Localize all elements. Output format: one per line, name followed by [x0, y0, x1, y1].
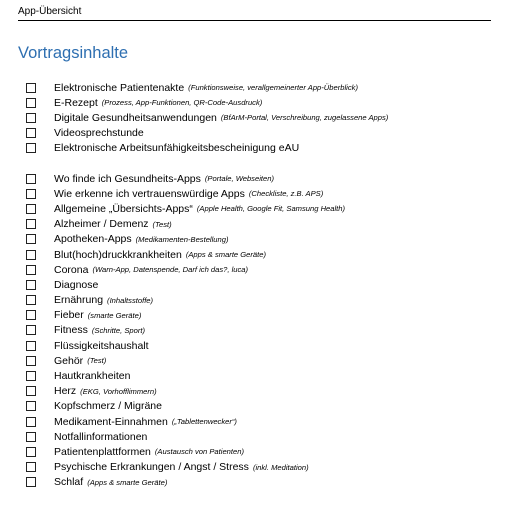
- item-note: (Prozess, App-Funktionen, QR-Code-Ausdruck): [101, 98, 263, 108]
- item-label: Flüssigkeitshaushalt: [54, 339, 149, 352]
- list-item: [26, 384, 345, 399]
- item-label: Corona: [54, 263, 89, 276]
- item-note: (Inhaltsstoffe): [107, 295, 154, 305]
- checkbox[interactable]: [26, 204, 36, 214]
- item-label: Fieber: [54, 309, 84, 322]
- item-label: Diagnose: [54, 278, 99, 291]
- checkbox[interactable]: [26, 401, 36, 411]
- item-note: (Test): [152, 219, 172, 229]
- item-note: (Apps & smarte Geräte): [185, 250, 267, 260]
- list-item: [26, 444, 345, 459]
- item-label: Medikament-Einnahmen: [54, 415, 168, 428]
- item-note: (Apps & smarte Geräte): [87, 477, 168, 487]
- checkbox[interactable]: [26, 143, 36, 153]
- item-note: (Schritte, Sport): [91, 325, 146, 335]
- list-item: [26, 414, 345, 429]
- list-item: [26, 277, 345, 292]
- item-label: Gehör: [54, 354, 84, 367]
- list-item: [26, 399, 345, 414]
- checkbox[interactable]: [26, 371, 36, 381]
- list-item: [26, 308, 345, 323]
- checkbox[interactable]: [26, 325, 36, 335]
- checkbox[interactable]: [26, 417, 36, 427]
- checkbox[interactable]: [26, 280, 36, 290]
- list-item: [26, 80, 388, 95]
- item-label: Ernährung: [54, 294, 104, 307]
- item-note: (Austausch von Patienten): [154, 447, 244, 457]
- item-note: (EKG, Vorhofflimmern): [80, 386, 157, 396]
- checkbox[interactable]: [26, 462, 36, 472]
- list-item: [26, 323, 345, 338]
- page-title: Vortragsinhalte: [18, 44, 129, 62]
- list-item: [26, 232, 345, 247]
- item-note: (Checkliste, z.B. APS): [248, 189, 324, 199]
- item-label: Elektronische Arbeitsunfähigkeitsbescheinigung eAU: [54, 142, 300, 155]
- list-item: [26, 338, 345, 353]
- list-item: [26, 460, 345, 475]
- list-item: [26, 95, 388, 110]
- item-note: (Apple Health, Google Fit, Samsung Health): [196, 204, 346, 214]
- checkbox[interactable]: [26, 98, 36, 108]
- checkbox[interactable]: [26, 295, 36, 305]
- item-label: Fitness: [54, 324, 88, 337]
- item-label: Notfallinformationen: [54, 430, 148, 443]
- list-item: [26, 475, 345, 490]
- header-title: App-Übersicht: [18, 6, 82, 17]
- list-item: [26, 247, 345, 262]
- item-note: (Warn-App, Datenspende, Darf ich das?, luca): [92, 265, 249, 275]
- item-label: Elektronische Patientenakte: [54, 81, 185, 94]
- item-label: Herz: [54, 385, 77, 398]
- item-label: Patientenplattformen: [54, 445, 151, 458]
- checkbox[interactable]: [26, 341, 36, 351]
- checkbox[interactable]: [26, 356, 36, 366]
- item-label: Wie erkenne ich vertrauenswürdige Apps: [54, 187, 245, 200]
- list-item: [26, 110, 388, 125]
- item-label: E-Rezept: [54, 96, 98, 109]
- checkbox[interactable]: [26, 250, 36, 260]
- item-label: Allgemeine „Übersichts-Apps“: [54, 202, 193, 215]
- checklist-main-topics: [26, 80, 388, 156]
- item-label: Wo finde ich Gesundheits-Apps: [54, 172, 201, 185]
- checkbox[interactable]: [26, 174, 36, 184]
- list-item: [26, 368, 345, 383]
- item-label: Alzheimer / Demenz: [54, 218, 149, 231]
- list-item: [26, 262, 345, 277]
- item-label: Apotheken-Apps: [54, 233, 132, 246]
- list-item: [26, 429, 345, 444]
- list-item: [26, 186, 345, 201]
- item-label: Kopfschmerz / Migräne: [54, 400, 162, 413]
- checkbox[interactable]: [26, 113, 36, 123]
- checkbox[interactable]: [26, 310, 36, 320]
- list-item: [26, 126, 388, 141]
- item-note: („Tablettenwecker“): [171, 417, 237, 427]
- checkbox[interactable]: [26, 219, 36, 229]
- header-divider: [18, 20, 491, 21]
- item-note: (smarte Geräte): [87, 310, 142, 320]
- list-item: [26, 201, 345, 216]
- checkbox[interactable]: [26, 265, 36, 275]
- item-note: (BfArM-Portal, Verschreibung, zugelassene Apps): [220, 113, 389, 123]
- item-label: Schlaf: [54, 476, 84, 489]
- list-item: [26, 353, 345, 368]
- checkbox[interactable]: [26, 477, 36, 487]
- item-label: Blut(hoch)druckkrankheiten: [54, 248, 182, 261]
- checkbox[interactable]: [26, 234, 36, 244]
- list-item: [26, 293, 345, 308]
- checkbox[interactable]: [26, 386, 36, 396]
- item-note: (Funktionsweise, verallgemeinerter App-Überblick): [188, 83, 358, 93]
- item-note: (Medikamenten-Bestellung): [135, 234, 229, 244]
- item-label: Digitale Gesundheitsanwendungen: [54, 111, 217, 124]
- list-item: [26, 171, 345, 186]
- checklist-app-topics: [26, 171, 345, 490]
- item-note: (Portale, Webseiten): [204, 174, 274, 184]
- item-note: (inkl. Meditation): [252, 462, 309, 472]
- checkbox[interactable]: [26, 447, 36, 457]
- checkbox[interactable]: [26, 83, 36, 93]
- list-item: [26, 141, 388, 156]
- item-label: Hautkrankheiten: [54, 370, 131, 383]
- checkbox[interactable]: [26, 432, 36, 442]
- item-label: Psychische Erkrankungen / Angst / Stress: [54, 461, 249, 474]
- item-label: Videosprechstunde: [54, 127, 144, 140]
- list-item: [26, 217, 345, 232]
- checkbox[interactable]: [26, 128, 36, 138]
- item-note: (Test): [87, 356, 107, 366]
- checkbox[interactable]: [26, 189, 36, 199]
